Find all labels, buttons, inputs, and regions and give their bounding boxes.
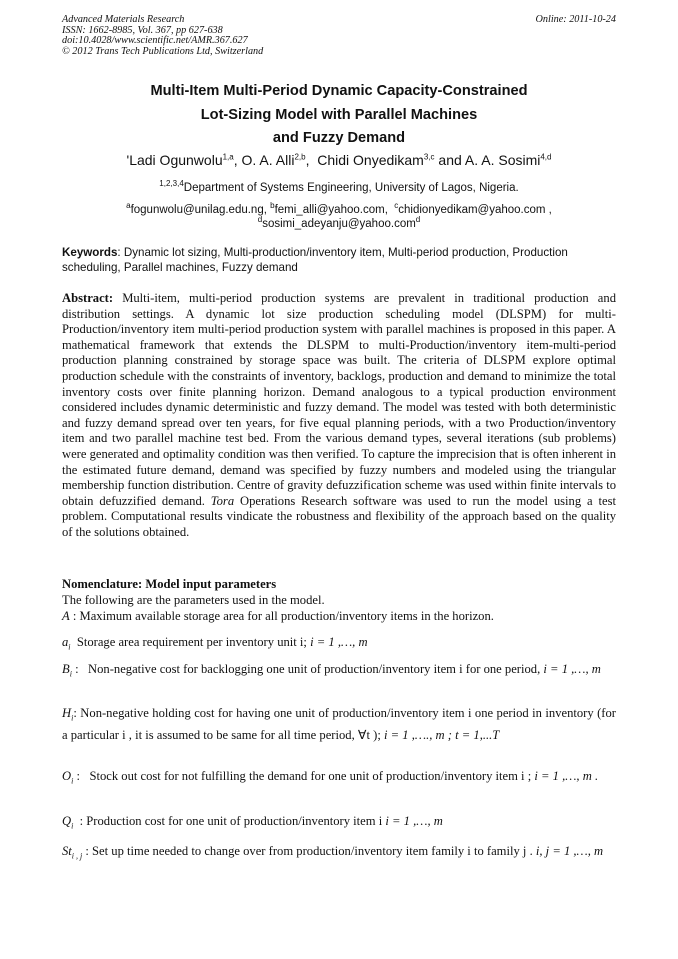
email-link[interactable]: sosimi_adeyanju@yahoo.com <box>262 217 416 230</box>
email-sup: c <box>394 201 399 211</box>
symbol-sub: i <box>71 776 74 786</box>
param-St-ij <box>62 843 616 865</box>
symbol-base: St <box>62 844 72 858</box>
symbol-base: B <box>62 662 70 676</box>
title-line-3: and Fuzzy Demand <box>272 130 406 146</box>
param-range: i = 1 ,…, m . <box>534 769 599 783</box>
param-symbol <box>62 706 74 723</box>
online-date: Online: 2011-10-24 <box>535 14 616 25</box>
symbol-base: a <box>62 635 69 649</box>
param-sep: : <box>73 814 87 828</box>
author-sup: 1,a <box>222 152 234 162</box>
affiliation-text: Department of Systems Engineering, University of Lagos, Nigeria. <box>183 182 519 194</box>
param-sep: : <box>73 706 81 720</box>
param-sep: : <box>73 769 90 783</box>
param-sep: : <box>82 844 93 858</box>
email-sup: d <box>257 214 263 224</box>
param-symbol <box>62 635 71 652</box>
symbol-sub: i <box>69 669 72 679</box>
param-a-i <box>62 634 616 656</box>
affiliation-sup: 1,2,3,4 <box>159 179 184 189</box>
doi-line: doi:10.4028/www.scientific.net/AMR.367.627 <box>62 35 248 47</box>
author-name: O. A. Alli <box>241 152 295 168</box>
email-sep: , <box>263 204 271 216</box>
email-link[interactable]: femi_alli@yahoo.com <box>274 204 385 216</box>
param-range: i = 1 ,…, m <box>385 814 443 828</box>
symbol-base: Q <box>62 814 72 828</box>
param-range: i = 1 ,…, m <box>310 635 368 649</box>
email-sep: , <box>384 204 395 216</box>
title-line-2: Lot-Sizing Model with Parallel Machines <box>200 106 478 123</box>
param-symbol: A <box>62 609 70 623</box>
param-symbol <box>62 844 83 861</box>
email-link[interactable]: chidionyedikam@yahoo.com <box>398 204 546 216</box>
param-B-i <box>62 661 616 683</box>
symbol-sub: i <box>68 642 71 652</box>
nomenclature-heading: Nomenclature: Model input parameters <box>62 577 277 591</box>
author-sup: 3,c <box>423 152 435 162</box>
abstract-label: Abstract: <box>62 291 114 305</box>
email-list <box>62 201 616 231</box>
email-sup: b <box>270 201 275 211</box>
author-list <box>62 151 616 169</box>
param-A <box>62 608 616 625</box>
param-O-i <box>62 768 616 790</box>
software-name: Tora <box>210 493 235 508</box>
param-range: i = 1 ,…, m <box>543 662 601 676</box>
keywords <box>62 246 616 275</box>
nomenclature-intro: The following are the parameters used in the model. <box>62 592 325 607</box>
author-prefix: ' <box>126 152 130 168</box>
abstract <box>62 291 616 541</box>
author-name: A. A. Sosimi <box>464 152 541 168</box>
param-desc: Non-negative holding cost for having one unit of production/inventory item i one period in inventory (for a particular i , it is assumed to be same for all time period, ∀t ); <box>62 706 616 742</box>
param-range: i = 1 ,…., m ; t = 1,...T <box>383 727 500 742</box>
author-name: Chidi Onyedikam <box>317 152 424 168</box>
param-sep: : <box>69 609 80 623</box>
param-symbol <box>62 662 72 679</box>
abstract-text: Multi-item, multi-period production systems are prevalent in traditional production and distribution settings. A dynamic lot size production scheduling model (DLSPM) for multi-Production/inventory item multi-period production system with parallel machines is proposed in this paper. A mathematical framework that extends the DLSPM to multi-Production/inventory item-multi-period production planning constrained by storage space was built. The criteria of DLSPM explore optimal production schedule with the constraints of inventory, backlogs, production and demand to minimize the total inventory costs over finite planning horizon. Demand analogous to a typical production environment considered includes dynamic deterministic and fuzzy demand. The model was tested with both deterministic and fuzzy demand spread over ten years, for five equal planning periods, with a two Production/inventory item and two parallel machine test bed. From the various demand types, several iterations (sub problems) were generated and optimality condition was then verified. To capture the imprecision that is often inherent in the estimated future demand, demand was specified by fuzzy numbers and modeled using the triangular membership function distribution. Centre of gravity defuzzification scheme was used within finite intervals to obtain defuzzified demand. <box>62 291 616 508</box>
param-desc: Non-negative cost for backlogging one unit of production/inventory item i for one period, <box>88 662 544 676</box>
param-symbol <box>62 814 74 831</box>
keywords-label: Keywords <box>62 246 118 259</box>
journal-name: Advanced Materials Research <box>62 14 185 25</box>
email-sep: , <box>545 204 552 216</box>
param-desc: Set up time needed to change over from production/inventory item family i to family j . <box>92 844 536 858</box>
affiliation <box>62 181 616 195</box>
email-sup: d <box>415 214 421 224</box>
author-sep: , <box>305 152 318 168</box>
email-link[interactable]: fogunwolu@unilag.edu.ng <box>130 204 264 216</box>
issn-line: ISSN: 1662-8985, Vol. 367, pp 627-638 <box>62 24 223 36</box>
symbol-sub: i , j <box>71 851 83 861</box>
symbol-base: H <box>62 706 72 720</box>
symbol-base: O <box>62 769 72 783</box>
param-symbol <box>62 769 74 786</box>
param-desc: Production cost for one unit of production/inventory item i <box>86 814 386 828</box>
paper-title <box>62 80 616 151</box>
email-sup: a <box>126 201 131 211</box>
copyright-line: © 2012 Trans Tech Publications Ltd, Switzerland <box>62 45 264 57</box>
title-line-1: Multi-Item Multi-Period Dynamic Capacity-Constrained <box>150 83 528 99</box>
journal-header <box>62 15 616 57</box>
param-Q-i <box>62 813 616 835</box>
author-name: Ladi Ogunwolu <box>129 152 223 168</box>
symbol-sub: i <box>71 713 74 723</box>
nomenclature-section <box>62 577 616 608</box>
author-sep: , <box>233 152 242 168</box>
keywords-text: : Dynamic lot sizing, Multi-production/inventory item, Multi-period production, Production scheduling, Parallel machines, Fuzzy demand <box>62 246 568 274</box>
param-desc: Maximum available storage area for all production/inventory items in the horizon. <box>79 609 494 623</box>
author-sup: 4,d <box>540 152 552 162</box>
param-sep: : <box>71 662 89 676</box>
abstract-text-end: Operations Research software was used to run the model using a test problem. Computational results vindicate the robustness and flexibility of the approach based on the quality of the solutions obtained. <box>62 493 616 539</box>
author-sep: and <box>434 152 465 168</box>
param-range: i, j = 1 ,…, m <box>535 844 604 858</box>
param-desc: Storage area requirement per inventory unit i; <box>76 635 311 649</box>
author-sup: 2,b <box>294 152 306 162</box>
param-desc: Stock out cost for not fulfilling the demand for one unit of production/inventory item i ; <box>89 769 535 783</box>
param-H-i <box>62 705 616 744</box>
symbol-sub: i <box>71 821 74 831</box>
